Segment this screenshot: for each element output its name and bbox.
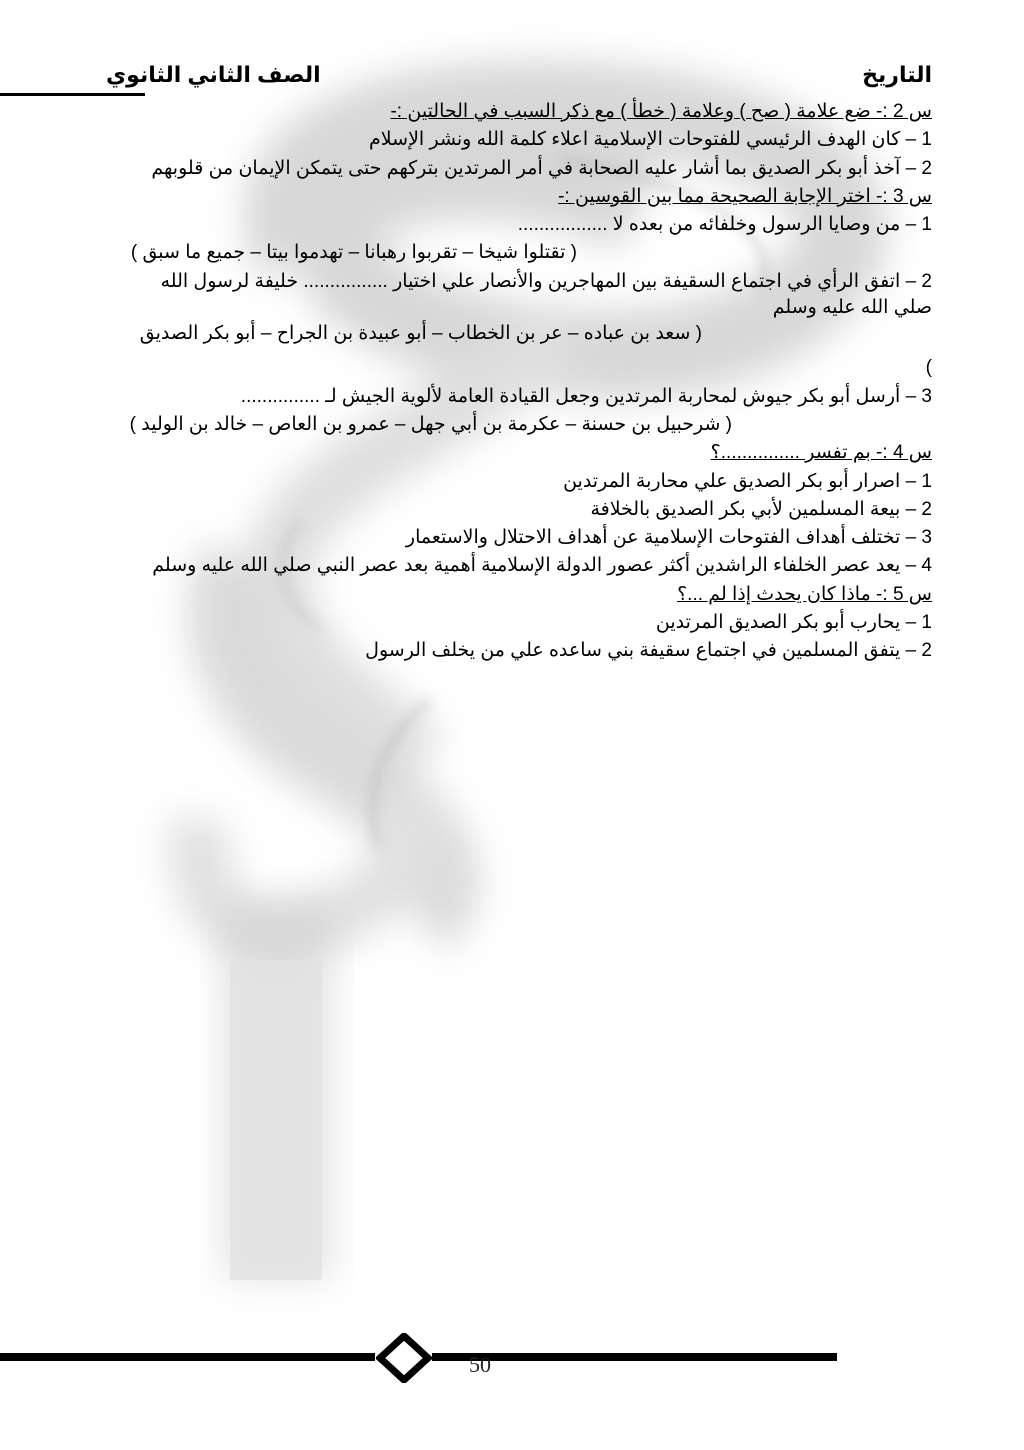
question-3-item-1-options: ( تقتلوا شيخا – تقربوا رهبانا – تهدموا بيتا – جميع ما سبق ) bbox=[130, 242, 577, 264]
question-2-item: 2 – آخذ أبو بكر الصديق بما أشار عليه الصحابة في أمر المرتدين بتركهم حتى يتمكن الإيمان من قلوبهم bbox=[151, 157, 932, 179]
question-2-title: س 2 :- ضع علامة ( صح ) وعلامة ( خطأ ) مع ذكر السبب في الحالتين :- bbox=[390, 101, 932, 122]
question-4-item: 3 – تختلف أهداف الفتوحات الإسلامية عن أهداف الاحتلال والاستعمار bbox=[405, 527, 932, 549]
grade-label: الصف الثاني الثانوي bbox=[106, 62, 321, 87]
footer-rule-left bbox=[0, 1353, 375, 1361]
question-3-title: س 3 :- اختر الإجابة الصحيحة مما بين القوسين :- bbox=[558, 185, 932, 207]
question-5-item: 2 – يتفق المسلمين في اجتماع سقيفة بني ساعده علي من يخلف الرسول bbox=[365, 640, 932, 662]
question-4-item: 1 – اصرار أبو بكر الصديق علي محاربة المرتدين bbox=[563, 470, 932, 492]
worksheet-content bbox=[72, 98, 932, 666]
header-underline bbox=[0, 93, 145, 96]
question-4-item: 2 – بيعة المسلمين لأبي بكر الصديق بالخلافة bbox=[590, 498, 932, 520]
question-3-item-2-continued: صلي الله عليه وسلم bbox=[772, 297, 932, 319]
question-5-item: 1 – يحارب أبو بكر الصديق المرتدين bbox=[655, 612, 932, 634]
question-4-item: 4 – يعد عصر الخلفاء الراشدين أكثر عصور الدولة الإسلامية أهمية بعد عصر النبي صلي الله عليه وسلم bbox=[152, 555, 932, 577]
question-3-item-2-options-close: ) bbox=[925, 357, 932, 379]
question-4-title: س 4 :- بم تفسر ...............؟ bbox=[710, 442, 932, 464]
question-2-item: 1 – كان الهدف الرئيسي للفتوحات الإسلامية اعلاء كلمة الله ونشر الإسلام bbox=[369, 129, 932, 151]
page-number: 50 bbox=[469, 1352, 491, 1377]
diamond-ornament-icon bbox=[376, 1333, 432, 1383]
question-5-title: س 5 :- ماذا كان يحدث إذا لم ...؟ bbox=[677, 583, 932, 605]
question-3-item-2: 2 – اتفق الرأي في اجتماع السقيفة بين المهاجرين والأنصار علي اختيار ................ خليفة لرسول الله bbox=[160, 270, 932, 292]
question-3-item-2-options: ( سعد بن عباده – عر بن الخطاب – أبو عبيدة بن الجراح – أبو بكر الصديق bbox=[139, 323, 702, 345]
question-3-item-1: 1 – من وصايا الرسول وخلفائه من بعده لا ................. bbox=[517, 214, 932, 236]
date-label: التاريخ bbox=[862, 62, 932, 87]
question-3-item-3-options: ( شرحبيل بن حسنة – عكرمة بن أبي جهل – عمرو بن العاص – خالد بن الوليد ) bbox=[129, 413, 732, 435]
question-3-item-3: 3 – أرسل أبو بكر جيوش لمحاربة المرتدين وجعل القيادة العامة لألوية الجيش لـ ............... bbox=[240, 385, 932, 407]
